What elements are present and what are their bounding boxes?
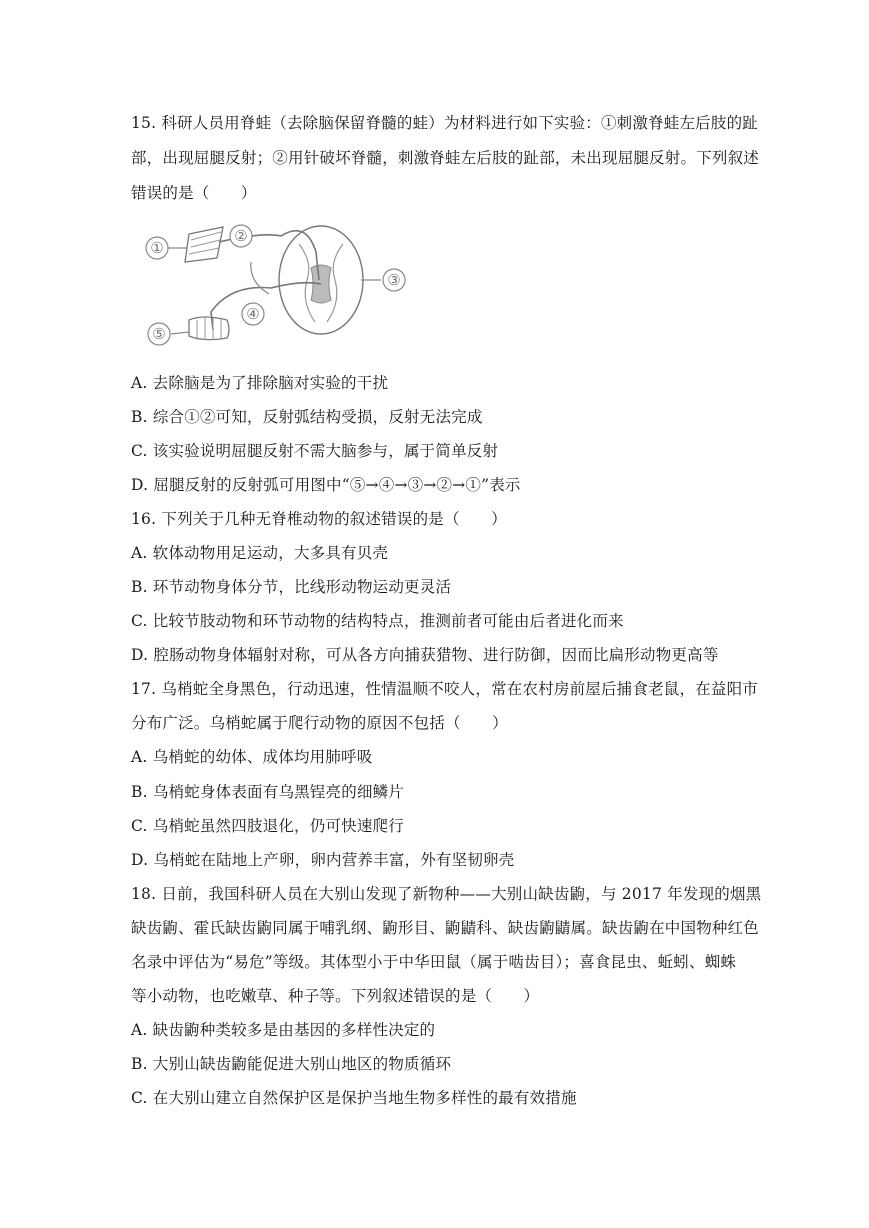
q16-option-c: C. 比较节肢动物和环节动物的结构特点，推测前者可能由后者进化而来 bbox=[131, 612, 624, 630]
q16-option-b: B. 环节动物身体分节，比线形动物运动更灵活 bbox=[131, 578, 452, 596]
q16-stem-line-1: 16. 下列关于几种无脊椎动物的叙述错误的是（ ） bbox=[131, 510, 507, 528]
q15-option-d: D. 屈腿反射的反射弧可用图中“⑤→④→③→②→①”表示 bbox=[131, 476, 521, 494]
q18-option-a: A. 缺齿鼩种类较多是由基因的多样性决定的 bbox=[131, 1021, 436, 1039]
q18-stem-line-4: 等小动物，也吃嫩草、种子等。下列叙述错误的是（ ） bbox=[131, 987, 540, 1005]
q17-stem-line-1: 17. 乌梢蛇全身黑色，行动迅速，性情温顺不咬人，常在农村房前屋后捕食老鼠，在益阳市 bbox=[131, 680, 758, 698]
q18-option-b: B. 大别山缺齿鼩能促进大别山地区的物质循环 bbox=[131, 1055, 452, 1073]
q17-stem-line-2: 分布广泛。乌梢蛇属于爬行动物的原因不包括（ ） bbox=[131, 714, 508, 732]
q18-option-c: C. 在大别山建立自然保护区是保护当地生物多样性的最有效措施 bbox=[131, 1089, 577, 1107]
q17-option-a: A. 乌梢蛇的幼体、成体均用肺呼吸 bbox=[131, 748, 373, 766]
q16-option-a: A. 软体动物用足运动，大多具有贝壳 bbox=[131, 544, 389, 562]
q15-stem-line-2: 部，出现屈腿反射；②用针破坏脊髓，刺激脊蛙左后肢的趾部，未出现屈腿反射。下列叙述 bbox=[131, 149, 760, 167]
reflex-arc-figure bbox=[131, 222, 416, 350]
q15-option-a: A. 去除脑是为了排除脑对实验的干扰 bbox=[131, 374, 389, 392]
q16-option-d: D. 腔肠动物身体辐射对称，可从各方向捕获猎物、进行防御，因而比扁形动物更高等 bbox=[131, 646, 719, 664]
q15-option-c: C. 该实验说明屈腿反射不需大脑参与，属于简单反射 bbox=[131, 442, 499, 460]
q17-option-c: C. 乌梢蛇虽然四肢退化，仍可快速爬行 bbox=[131, 817, 404, 835]
figure-label-4: ④ bbox=[246, 305, 260, 323]
q15-stem-line-3: 错误的是（ ） bbox=[131, 184, 257, 202]
q15-option-b: B. 综合①②可知，反射弧结构受损，反射无法完成 bbox=[131, 408, 483, 426]
figure-label-2: ② bbox=[234, 227, 248, 245]
q15-stem-line-1: 15. 科研人员用脊蛙（去除脑保留脊髓的蛙）为材料进行如下实验：①刺激脊蛙左后肢的趾 bbox=[131, 114, 758, 132]
figure-label-5: ⑤ bbox=[152, 325, 166, 343]
q17-option-d: D. 乌梢蛇在陆地上产卵，卵内营养丰富，外有坚韧卵壳 bbox=[131, 851, 515, 869]
q18-stem-line-2: 缺齿鼩、霍氏缺齿鼩同属于哺乳纲、鼩形目、鼩鼱科、缺齿鼩鼱属。缺齿鼩在中国物种红色 bbox=[131, 919, 760, 937]
q18-stem-line-3: 名录中评估为“易危”等级。其体型小于中华田鼠（属于啮齿目）；喜食昆虫、蚯蚓、蜘蛛 bbox=[131, 953, 737, 971]
reflex-arc-diagram bbox=[131, 222, 416, 350]
figure-label-3: ③ bbox=[387, 271, 401, 289]
q17-option-b: B. 乌梢蛇身体表面有乌黑锃亮的细鳞片 bbox=[131, 783, 405, 801]
q18-stem-line-1: 18. 日前，我国科研人员在大别山发现了新物种——大别山缺齿鼩，与 2017 年发现的烟黑 bbox=[131, 885, 762, 903]
figure-label-1: ① bbox=[150, 239, 164, 257]
